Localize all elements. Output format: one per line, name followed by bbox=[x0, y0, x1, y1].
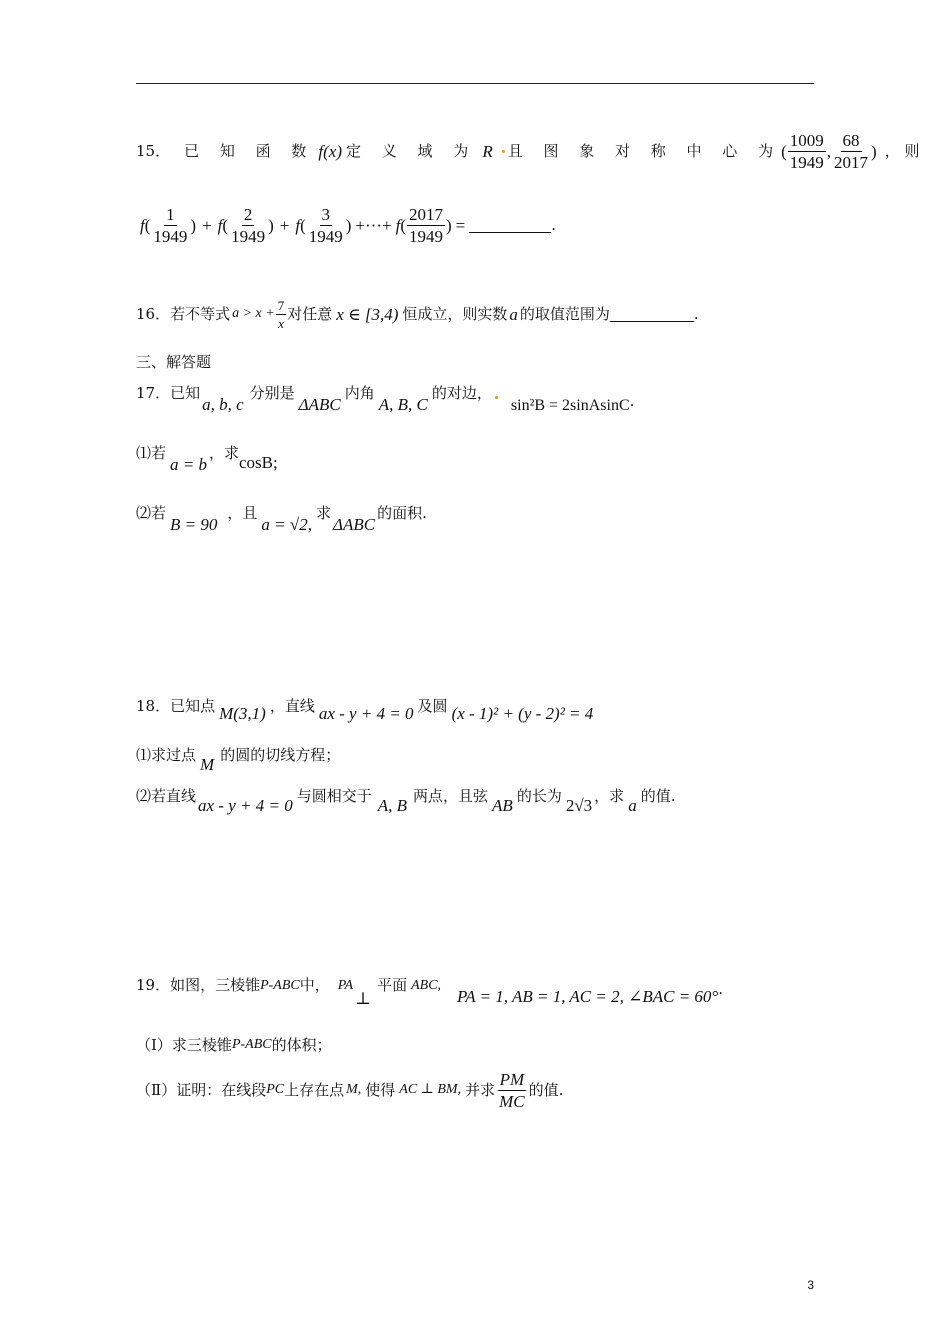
q19-line: 19．如图，三棱锥 P-ABC 中， PA ⊥ 平面 ABC, PA = 1, AB = 1, AC = 2, ∠BAC = 60° . bbox=[136, 976, 724, 1008]
section-title: 三、解答题 bbox=[136, 352, 212, 371]
q19-part2: （Ⅱ）证明：在线段 PC 上存在点 M, 使得 AC ⊥ BM, 并求 $\frac{PM}{MC}$ 的值. bbox=[136, 1069, 564, 1111]
q15-center-y: $\frac{68}{2017}$ bbox=[834, 130, 869, 172]
q16-number: 16．若不等式 bbox=[136, 304, 231, 323]
mark-dot bbox=[502, 150, 505, 153]
q16-domain: x ∈ [3,4) bbox=[336, 304, 399, 324]
q19-number: 19．如图，三棱锥 bbox=[136, 976, 261, 994]
q15-R: R bbox=[482, 141, 493, 161]
q18-circle: (x - 1)² + (y - 2)² = 4 bbox=[451, 704, 594, 723]
q17-part2: ⑵若 B = 90 ，且 a = √2, 求 ΔABC 的面积. bbox=[136, 504, 427, 534]
header-rule bbox=[136, 83, 814, 84]
q18-number: 18．已知点 bbox=[136, 697, 216, 715]
q17-part1: ⑴若 a = b ，求 cosB; bbox=[136, 444, 278, 474]
q15-center-x: $\frac{1009}{1949}$ bbox=[789, 130, 824, 172]
q16-line: 16．若不等式 a > x + $\frac{7}{x}$ 对任意 x ∈ [3,4) 恒成立，则实数 a 的取值范围为 . bbox=[136, 297, 699, 331]
mark-dot bbox=[495, 396, 498, 399]
q15-text3: 且 图 象 对 称 中 心 为 bbox=[507, 141, 782, 160]
q15-line1: 15． 已 知 函 数 f(x) 定 义 域 为 R 且 图 象 对 称 中 心 为 ( $\frac{1009}{1949}$ , $\frac{68}{2017}$ ) ， 则 bbox=[136, 130, 920, 172]
q15-term2: $\frac{2}{1949}$ bbox=[231, 204, 266, 246]
q15-text2: 定 义 域 为 bbox=[346, 141, 477, 160]
q16-answer-blank bbox=[610, 307, 694, 322]
q15-text4: ， 则 bbox=[884, 141, 920, 160]
q15-term3: $\frac{3}{1949}$ bbox=[308, 204, 343, 246]
q18-line: 18．已知点 M(3,1) ，直线 ax - y + 4 = 0 及圆 (x - 1)² + (y - 2)² = 4 bbox=[136, 697, 594, 723]
q19-conditions: PA = 1, AB = 1, AC = 2, ∠BAC = 60° bbox=[457, 987, 719, 1006]
q15-number: 15． bbox=[136, 141, 171, 160]
q16-frac: $\frac{7}{x}$ bbox=[277, 297, 285, 331]
q15-term1: $\frac{1}{1949}$ bbox=[153, 204, 188, 246]
q17-number: 17．已知 bbox=[136, 384, 201, 402]
q17-equation: sin²B = 2sinAsinC bbox=[510, 397, 630, 414]
q15-answer-blank bbox=[469, 218, 551, 233]
q19-part1: （Ⅰ）求三棱锥 P-ABC 的体积； bbox=[136, 1035, 332, 1054]
q15-line2: f ( $\frac{1}{1949}$ ) + f ( $\frac{2}{1949}$ ) + f ( $\frac{3}{1949}$ ) +···+ f ( $\frac{2017}{1949}$ ) = . bbox=[140, 204, 557, 246]
q15-term4: $\frac{2017}{1949}$ bbox=[409, 204, 443, 246]
q17-line: 17．已知 a, b, c 分别是 ΔABC 内角 A, B, C 的对边， sin²B = 2sinAsinC . bbox=[136, 384, 635, 414]
q15-fx: f(x) bbox=[318, 141, 342, 161]
q18-part2: ⑵若直线 ax - y + 4 = 0 与圆相交于 A, B 两点，且弦 AB 的长为 2√3 ，求 a 的值. bbox=[136, 787, 676, 815]
q15-text1: 已 知 函 数 bbox=[184, 141, 315, 160]
q18-part1: ⑴求过点 M 的圆的切线方程； bbox=[136, 746, 341, 774]
q19-frac: $\frac{PM}{MC}$ bbox=[499, 1069, 525, 1111]
page-number: 3 bbox=[807, 1278, 814, 1292]
